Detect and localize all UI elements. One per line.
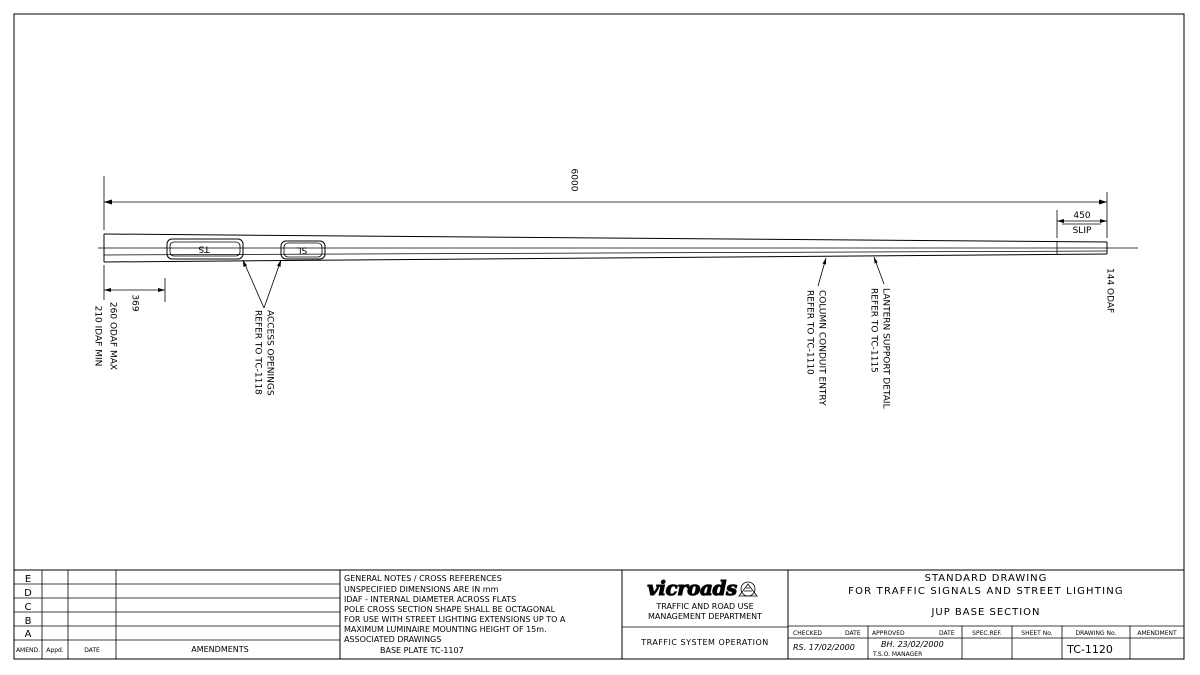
amend-letter-d: D: [24, 588, 32, 599]
amend-col-date: DATE: [84, 647, 100, 654]
leader-arrow-lantern: [874, 257, 878, 264]
dept-line-1: TRAFFIC AND ROAD USE: [656, 602, 754, 611]
sheet-no-label: SHEET No.: [1021, 630, 1053, 637]
pole-elevation: [98, 234, 1138, 262]
amend-col-amendments: AMENDMENTS: [191, 645, 249, 654]
spec-ref-label: SPEC.REF.: [972, 630, 1002, 637]
conduit-note-line2: REFER TO TC-1110: [804, 290, 815, 375]
dimension-overall: [104, 169, 1107, 238]
title-line-2: FOR TRAFFIC SIGNALS AND STREET LIGHTING: [848, 586, 1124, 597]
title-block: [14, 570, 1184, 659]
leader-line-ts: [243, 260, 264, 308]
base-id-min-label: 210 IDAF MIN: [92, 305, 103, 367]
amend-letter-e: E: [24, 574, 32, 585]
title-line-1: STANDARD DRAWING: [924, 573, 1048, 584]
drawing-number: TC-1120: [1067, 643, 1113, 656]
offset-arrow-left: [104, 288, 111, 292]
dept-line-2: MANAGEMENT DEPARTMENT: [647, 612, 763, 621]
conduit-note-line1: COLUMN CONDUIT ENTRY: [816, 290, 827, 406]
base-od-max-label: 260 ODAF MAX: [107, 301, 118, 371]
note-line-1: GENERAL NOTES / CROSS REFERENCES: [344, 574, 502, 583]
approved-role: T.S.O. MANAGER: [873, 651, 923, 658]
arrow-right: [1099, 200, 1107, 205]
slip-label: SLIP: [1072, 226, 1092, 236]
approved-date-label: DATE: [939, 630, 955, 637]
lantern-note-line2: REFER TO TC-1115: [868, 288, 879, 373]
approved-label: APPROVED: [872, 630, 905, 637]
vicroads-logo: vicroads: [647, 576, 737, 600]
slip-arrow-right: [1100, 219, 1107, 223]
note-line-3: IDAF - INTERNAL DIAMETER ACROSS FLATS: [344, 595, 517, 604]
checked-date-label: DATE: [845, 630, 861, 637]
leader-conduit-entry: [805, 258, 827, 406]
note-line-5: FOR USE WITH STREET LIGHTING EXTENSIONS UP TO A: [344, 615, 566, 624]
opening-label-ts: TS: [198, 243, 210, 254]
dimension-slip: [1057, 210, 1107, 238]
sheet-border: [14, 14, 1184, 659]
dimension-base-offset: [93, 265, 166, 370]
slip-length-label: 450: [1073, 211, 1091, 221]
title-area: [788, 573, 1184, 659]
note-line-2: UNSPECIFIED DIMENSIONS ARE IN mm: [344, 585, 499, 594]
approved-value: BH. 23/02/2000: [881, 640, 944, 649]
general-notes: [344, 570, 622, 659]
dimension-overall-label: 6000: [568, 168, 579, 192]
access-note-line2: REFER TO TC-1118: [252, 310, 263, 395]
lantern-note-line1: LANTERN SUPPORT DETAIL: [880, 288, 891, 409]
drawing-no-label: DRAWING No.: [1075, 630, 1117, 637]
arrow-left: [104, 200, 112, 205]
opening-label-sl: SL: [296, 244, 308, 255]
org-block: [622, 570, 788, 659]
note-line-8: BASE PLATE TC-1107: [380, 646, 464, 655]
amend-col-appd: Appd.: [46, 647, 64, 654]
slip-arrow-left: [1057, 219, 1064, 223]
note-line-4: POLE CROSS SECTION SHAPE SHALL BE OCTAGONAL: [344, 605, 556, 614]
pole-top-edge: [104, 234, 1107, 242]
leader-arrow-conduit: [823, 258, 827, 265]
amend-letter-a: A: [24, 629, 32, 640]
top-od-label: 144 ODAF: [1104, 268, 1115, 314]
pole-bottom-edge: [104, 254, 1107, 262]
note-line-7: ASSOCIATED DRAWINGS: [344, 635, 442, 644]
amend-letter-c: C: [24, 602, 32, 613]
amendment-label: AMENDMENT: [1137, 630, 1177, 637]
amend-col-amend: AMEND.: [15, 647, 41, 654]
offset-arrow-right: [158, 288, 165, 292]
vicroads-emblem-icon: [739, 582, 757, 596]
checked-label: CHECKED: [793, 630, 823, 637]
drawing-title: JUP BASE SECTION: [931, 607, 1041, 618]
checked-value: RS. 17/02/2000: [793, 643, 855, 652]
amend-letter-b: B: [24, 616, 32, 627]
section-name: TRAFFIC SYSTEM OPERATION: [641, 638, 769, 647]
leader-lantern-support: [869, 257, 891, 409]
pole-inner-line: [104, 251, 1107, 255]
access-note-line1: ACCESS OPENINGS: [264, 310, 275, 396]
leader-line-sl: [264, 260, 281, 308]
note-line-6: MAXIMUM LUMINAIRE MOUNTING HEIGHT OF 15m.: [344, 625, 547, 634]
base-offset-label: 369: [129, 294, 140, 312]
leader-access-openings: [243, 260, 281, 396]
amendments-table: [14, 570, 340, 659]
